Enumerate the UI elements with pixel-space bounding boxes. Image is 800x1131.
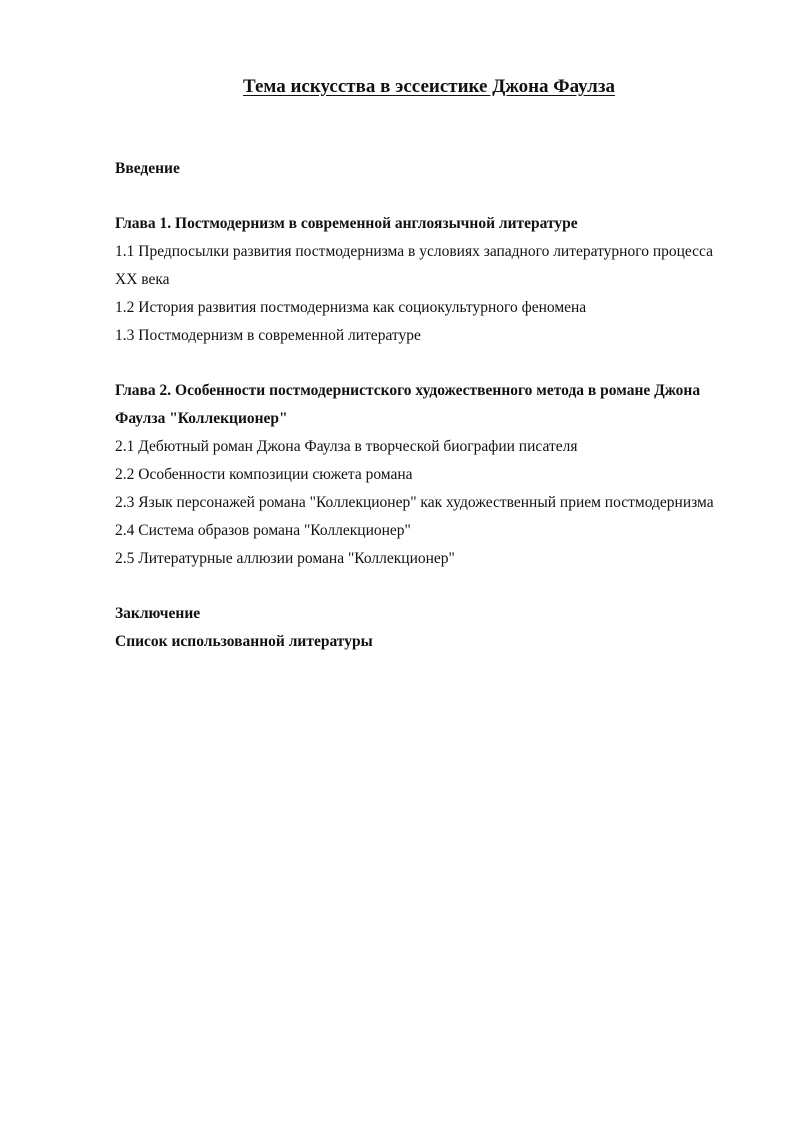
table-of-contents (115, 155, 755, 656)
toc-item-1-3: 1.3 Постмодернизм в современной литературе (115, 327, 421, 344)
spacer (115, 350, 755, 377)
toc-item-2-1: 2.1 Дебютный роман Джона Фаулза в творческой биографии писателя (115, 438, 578, 455)
toc-introduction: Введение (115, 160, 180, 177)
toc-item-1-2: 1.2 История развития постмодернизма как социокультурного феномена (115, 299, 587, 316)
toc-item-1-1: 1.1 Предпосылки развития постмодернизма в условиях западного литературного процесса (115, 243, 713, 260)
toc-chapter2-heading-continued: Фаулза "Коллекционер" (115, 410, 288, 427)
toc-item-2-3: 2.3 Язык персонажей романа "Коллекционер" как художественный прием постмодернизма (115, 494, 714, 511)
spacer (115, 183, 755, 210)
toc-item-2-4: 2.4 Система образов романа "Коллекционер" (115, 522, 411, 539)
toc-conclusion: Заключение (115, 605, 201, 622)
toc-item-1-1-continued: XX века (115, 271, 170, 288)
document-title: Тема искусства в эссеистике Джона Фаулза (243, 76, 615, 97)
toc-references: Список использованной литературы (115, 633, 373, 650)
toc-item-2-2: 2.2 Особенности композиции сюжета романа (115, 466, 413, 483)
toc-item-2-5: 2.5 Литературные аллюзии романа "Коллекционер" (115, 550, 455, 567)
toc-chapter1-heading: Глава 1. Постмодернизм в современной англоязычной литературе (115, 215, 578, 232)
toc-chapter2-heading: Глава 2. Особенности постмодернистского художественного метода в романе Джона (115, 382, 701, 399)
spacer (115, 573, 755, 600)
